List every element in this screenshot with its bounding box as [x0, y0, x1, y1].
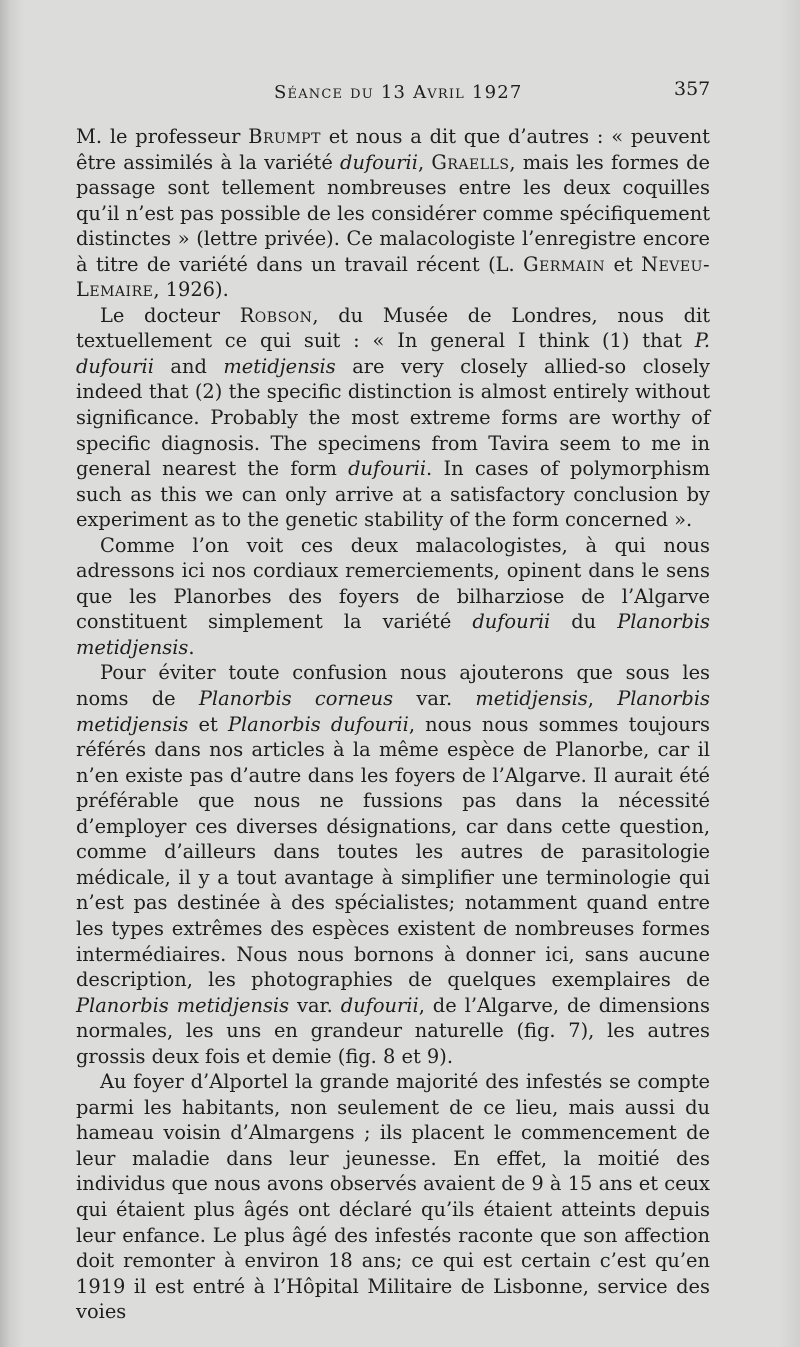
page-number: 357 [674, 78, 711, 100]
text-run: are very closely allied-so closely indeed that (2) the specific distinction is almost entirely without significance. Probably the most extreme forms are worthy of specific diagnosis. The specimens from Tavira seem to me in general nearest the form [76, 354, 710, 481]
italic-term: Planorbis metidjensis [76, 993, 290, 1017]
page-header [0, 78, 800, 108]
text-run: , de l’Algarve, de dimensions normales, les uns en grandeur naturelle (fig. 7), les autres grossis deux fois et demie (fig. 8 et 9). [76, 993, 710, 1068]
italic-term: metidjensis [475, 687, 588, 711]
text-run: . In cases of polymorphism such as this we can only arrive at a satisfactory conclusion by experiment as to the genetic stability of the form concerned ». [76, 457, 710, 532]
paragraph-2 [76, 303, 710, 533]
italic-term: Planorbis metidjensis [76, 610, 710, 659]
text-run: Pour éviter toute confusion nous ajouterons que sous les noms de [76, 661, 710, 711]
text-run: M. le professeur [76, 125, 249, 148]
italic-term: Planorbis metidjensis [76, 687, 710, 736]
text-run: and [153, 354, 224, 378]
italic-term: dufourii [348, 457, 427, 481]
running-title: Séance du 13 Avril 1927 [274, 82, 523, 103]
paragraph-3 [76, 533, 710, 661]
author-name: Germain [523, 252, 606, 276]
italic-term: dufourii [340, 993, 419, 1017]
author-name: Robson [239, 303, 313, 327]
paragraph-1 [76, 124, 710, 303]
text-run: . [188, 635, 195, 659]
italic-term: dufourii [472, 610, 551, 634]
text-run: Au foyer d’Alportel la grande majorité des infestés se compte parmi les habitants, non seulement de ce lieu, mais aussi du hameau voisin d’Almargens ; ils placent le commencement de leur maladie dans leur jeunesse. En effet, la moitié des individus que nous avons observés avaient de 9 à 15 ans et ceux qui étaient plus âgés ont déclaré qu’ils étaient atteints depuis leur enfance. Le plus âgé des infestés raconte que son affection doit remonter à environ 18 ans; ce qui est certain c’est qu’en 1919 il est entré à l’Hôpital Militaire de Lisbonne, service des voies [76, 1070, 710, 1324]
text-run: , mais les formes de passage sont tellement nombreuses entre les deux coquilles qu’il n’est pas possible de les considérer comme spécifiquement distinctes » (lettre privée). Ce malacologiste l’enregistre encore à titre de variété dans un travail récent (L. [76, 150, 710, 276]
text-run: et [605, 252, 642, 276]
text-run: var. [393, 687, 476, 711]
author-name: Neveu-Lemaire [76, 252, 710, 302]
text-run: Le docteur [100, 303, 240, 327]
italic-term: dufourii [340, 150, 418, 174]
author-name: Brumpt [248, 125, 321, 148]
italic-term: P. dufourii [76, 329, 710, 378]
text-run: , [417, 150, 432, 174]
paragraph-4 [76, 660, 710, 1069]
text-run: , [587, 687, 618, 711]
italic-term: Planorbis corneus [198, 687, 394, 711]
italic-term: Planorbis dufourii [227, 712, 409, 736]
text-run: Comme l’on voit ces deux malacologistes, à qui nous adressons ici nos cordiaux remerciements, opinent dans le sens que les Planorbes des foyers de bilharziose de l’Algarve constituent simplement la variété [76, 533, 710, 634]
author-name: Graells [431, 150, 510, 174]
paragraph-5 [76, 1069, 710, 1324]
text-run: , 1926). [153, 278, 229, 302]
text-run: , du Musée de Londres, nous dit textuellement ce qui suit : « In general I think (1) that [76, 303, 711, 353]
text-run: et nous a dit que d’autres : « peuvent être assimilés à la variété [76, 125, 710, 174]
text-run: , nous nous sommes toujours référés dans nos articles à la même espèce de Planorbe, car il n’en existe pas d’autre dans les foyers de l’Algarve. Il aurait été préférable que nous ne fussions pas dans la nécessité d’employer ces diverses désignations, car dans cette question, comme d’ailleurs dans toutes les autres de parasitologie médicale, il y a tout avantage à simplifier une terminologie qui n’est pas destinée à des spécialistes; notamment quand entre les types extrêmes des espèces existent de nombreuses formes intermédiaires. Nous nous bornons à donner ici, sans aucune description, les photographies de quelques exemplaires de [76, 712, 710, 992]
text-run: var. [289, 993, 341, 1017]
italic-term: metidjensis [223, 354, 336, 378]
body-text [76, 124, 710, 1325]
text-run: et [188, 712, 228, 736]
text-run: du [550, 610, 618, 634]
